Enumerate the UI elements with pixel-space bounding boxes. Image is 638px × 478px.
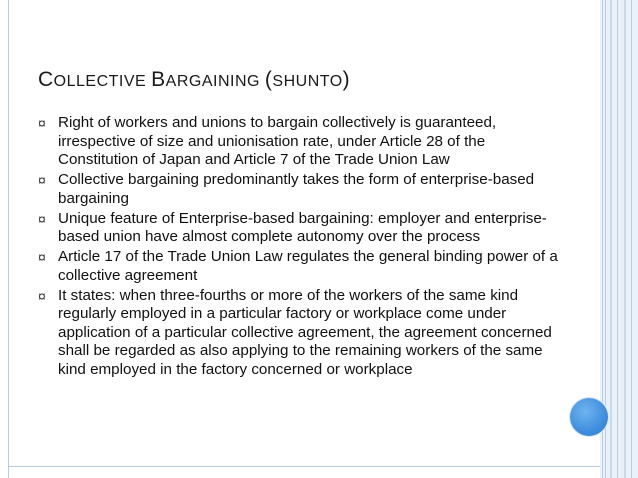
- bullet-marker-icon: ¤: [38, 287, 46, 304]
- bullet-item: [38, 248, 558, 285]
- bullet-list: [38, 114, 558, 381]
- bullet-item: [38, 287, 558, 380]
- title-segment: SHUNTO: [272, 73, 343, 90]
- side-bar-stripe: [624, 0, 626, 478]
- bullet-text: It states: when three-fourths or more of the workers of the same kind regularly employed in a particular factory or workplace come under application of a particular collective agreement, the agreement concerned shall be regarded as also applying to the remaining workers of the same kind employed in the factory concerned or workplace: [58, 286, 552, 378]
- bullet-text: Collective bargaining predominantly takes the form of enterprise-based bargaining: [58, 171, 535, 207]
- side-bar-stripe: [631, 0, 632, 478]
- title-segment: B: [151, 68, 166, 91]
- side-bar-stripe: [610, 0, 612, 478]
- decorative-side-bar: [600, 0, 638, 478]
- slide-frame-bottom-line: [8, 466, 620, 467]
- bullet-marker-icon: ¤: [38, 210, 46, 227]
- title-segment: ): [342, 68, 351, 91]
- bullet-text: Article 17 of the Trade Union Law regulates the general binding power of a collective agreement: [58, 248, 558, 284]
- title-segment: C: [38, 68, 54, 91]
- slide-frame-left-line: [8, 0, 9, 478]
- bullet-item: [38, 114, 558, 170]
- title-segment: (: [264, 68, 273, 91]
- bullet-marker-icon: ¤: [38, 249, 46, 265]
- bullet-item: [38, 171, 558, 208]
- bullet-text: Right of workers and unions to bargain collectively is guaranteed, irrespective of size and unionisation rate, under Article 28 of the Constitution of Japan and Article 7 of the Trade Union Law: [58, 114, 497, 168]
- title-segment: OLLECTIVE: [53, 73, 152, 90]
- title-segment: ARGAINING: [165, 73, 265, 90]
- slide-title: [38, 68, 578, 92]
- decorative-circle: [570, 398, 608, 436]
- bullet-marker-icon: ¤: [38, 172, 46, 188]
- bullet-item: [38, 210, 558, 247]
- side-bar-stripe: [617, 0, 618, 478]
- bullet-marker-icon: ¤: [38, 115, 46, 131]
- bullet-text: Unique feature of Enterprise-based bargaining: employer and enterprise-based union have almost complete autonomy over the process: [58, 209, 547, 245]
